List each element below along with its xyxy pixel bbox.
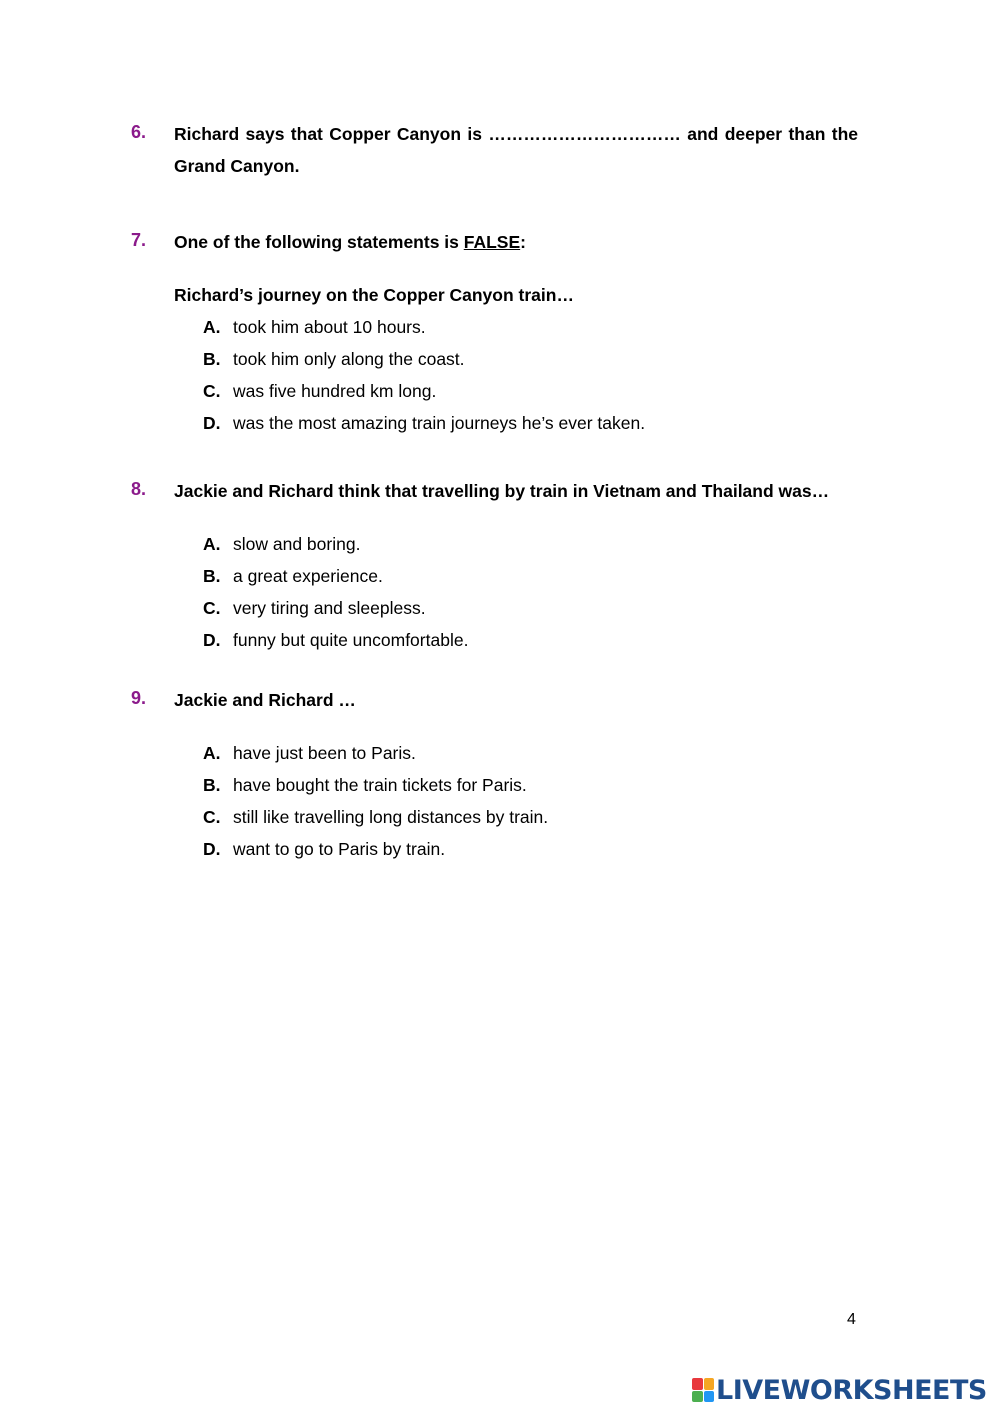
option-text: have just been to Paris. bbox=[233, 743, 416, 763]
option-letter: D. bbox=[203, 413, 221, 433]
option-letter: B. bbox=[203, 775, 221, 795]
question-text bbox=[174, 226, 858, 258]
question-text-part: : bbox=[520, 232, 526, 252]
option-text: very tiring and sleepless. bbox=[233, 598, 426, 618]
option-a bbox=[203, 534, 360, 555]
option-c bbox=[203, 807, 548, 828]
question-text: Jackie and Richard think that travelling by train in Vietnam and Thailand was… bbox=[174, 481, 830, 501]
option-text: was five hundred km long. bbox=[233, 381, 437, 401]
option-text: still like travelling long distances by train. bbox=[233, 807, 549, 827]
option-text: want to go to Paris by train. bbox=[233, 839, 446, 859]
option-b bbox=[203, 775, 527, 796]
logo-tile bbox=[704, 1378, 715, 1390]
question-text: Jackie and Richard … bbox=[174, 690, 356, 710]
liveworksheets-brand[interactable] bbox=[692, 1374, 987, 1406]
question-number: 6. bbox=[131, 122, 147, 142]
option-a bbox=[203, 317, 426, 338]
option-c bbox=[203, 598, 426, 619]
option-letter: B. bbox=[203, 349, 221, 369]
logo-tile bbox=[692, 1378, 703, 1390]
question-subtext: Richard’s journey on the Copper Canyon train… bbox=[174, 285, 574, 305]
option-letter: D. bbox=[203, 839, 221, 859]
logo-tile bbox=[704, 1391, 715, 1403]
option-letter: C. bbox=[203, 598, 221, 618]
option-letter: A. bbox=[203, 317, 221, 337]
option-text: a great experience. bbox=[233, 566, 383, 586]
option-letter: D. bbox=[203, 630, 221, 650]
option-text: funny but quite uncomfortable. bbox=[233, 630, 469, 650]
question-number: 8. bbox=[131, 479, 147, 499]
option-a bbox=[203, 743, 416, 764]
option-text: slow and boring. bbox=[233, 534, 361, 554]
question-text-part: One of the following statements is bbox=[174, 232, 464, 252]
liveworksheets-logo-icon bbox=[692, 1378, 714, 1402]
question-text: Richard says that Copper Canyon is …………………………… and deeper than the Grand Canyon. bbox=[174, 124, 858, 176]
option-text: took him about 10 hours. bbox=[233, 317, 426, 337]
option-c bbox=[203, 381, 436, 402]
option-text: was the most amazing train journeys he’s ever taken. bbox=[233, 413, 646, 433]
option-b bbox=[203, 349, 465, 370]
option-d bbox=[203, 413, 645, 434]
brand-wordmark: LIVEWORKSHEETS bbox=[716, 1374, 987, 1406]
option-d bbox=[203, 839, 445, 860]
option-letter: C. bbox=[203, 381, 221, 401]
option-letter: B. bbox=[203, 566, 221, 586]
option-letter: A. bbox=[203, 534, 221, 554]
option-text: took him only along the coast. bbox=[233, 349, 465, 369]
emphasis-false: FALSE bbox=[463, 232, 521, 252]
option-letter: A. bbox=[203, 743, 221, 763]
logo-tile bbox=[692, 1391, 703, 1403]
option-d bbox=[203, 630, 468, 651]
option-b bbox=[203, 566, 383, 587]
question-number: 7. bbox=[131, 230, 147, 250]
page-number: 4 bbox=[847, 1311, 856, 1328]
option-letter: C. bbox=[203, 807, 221, 827]
question-number: 9. bbox=[131, 688, 147, 708]
option-text: have bought the train tickets for Paris. bbox=[233, 775, 527, 795]
